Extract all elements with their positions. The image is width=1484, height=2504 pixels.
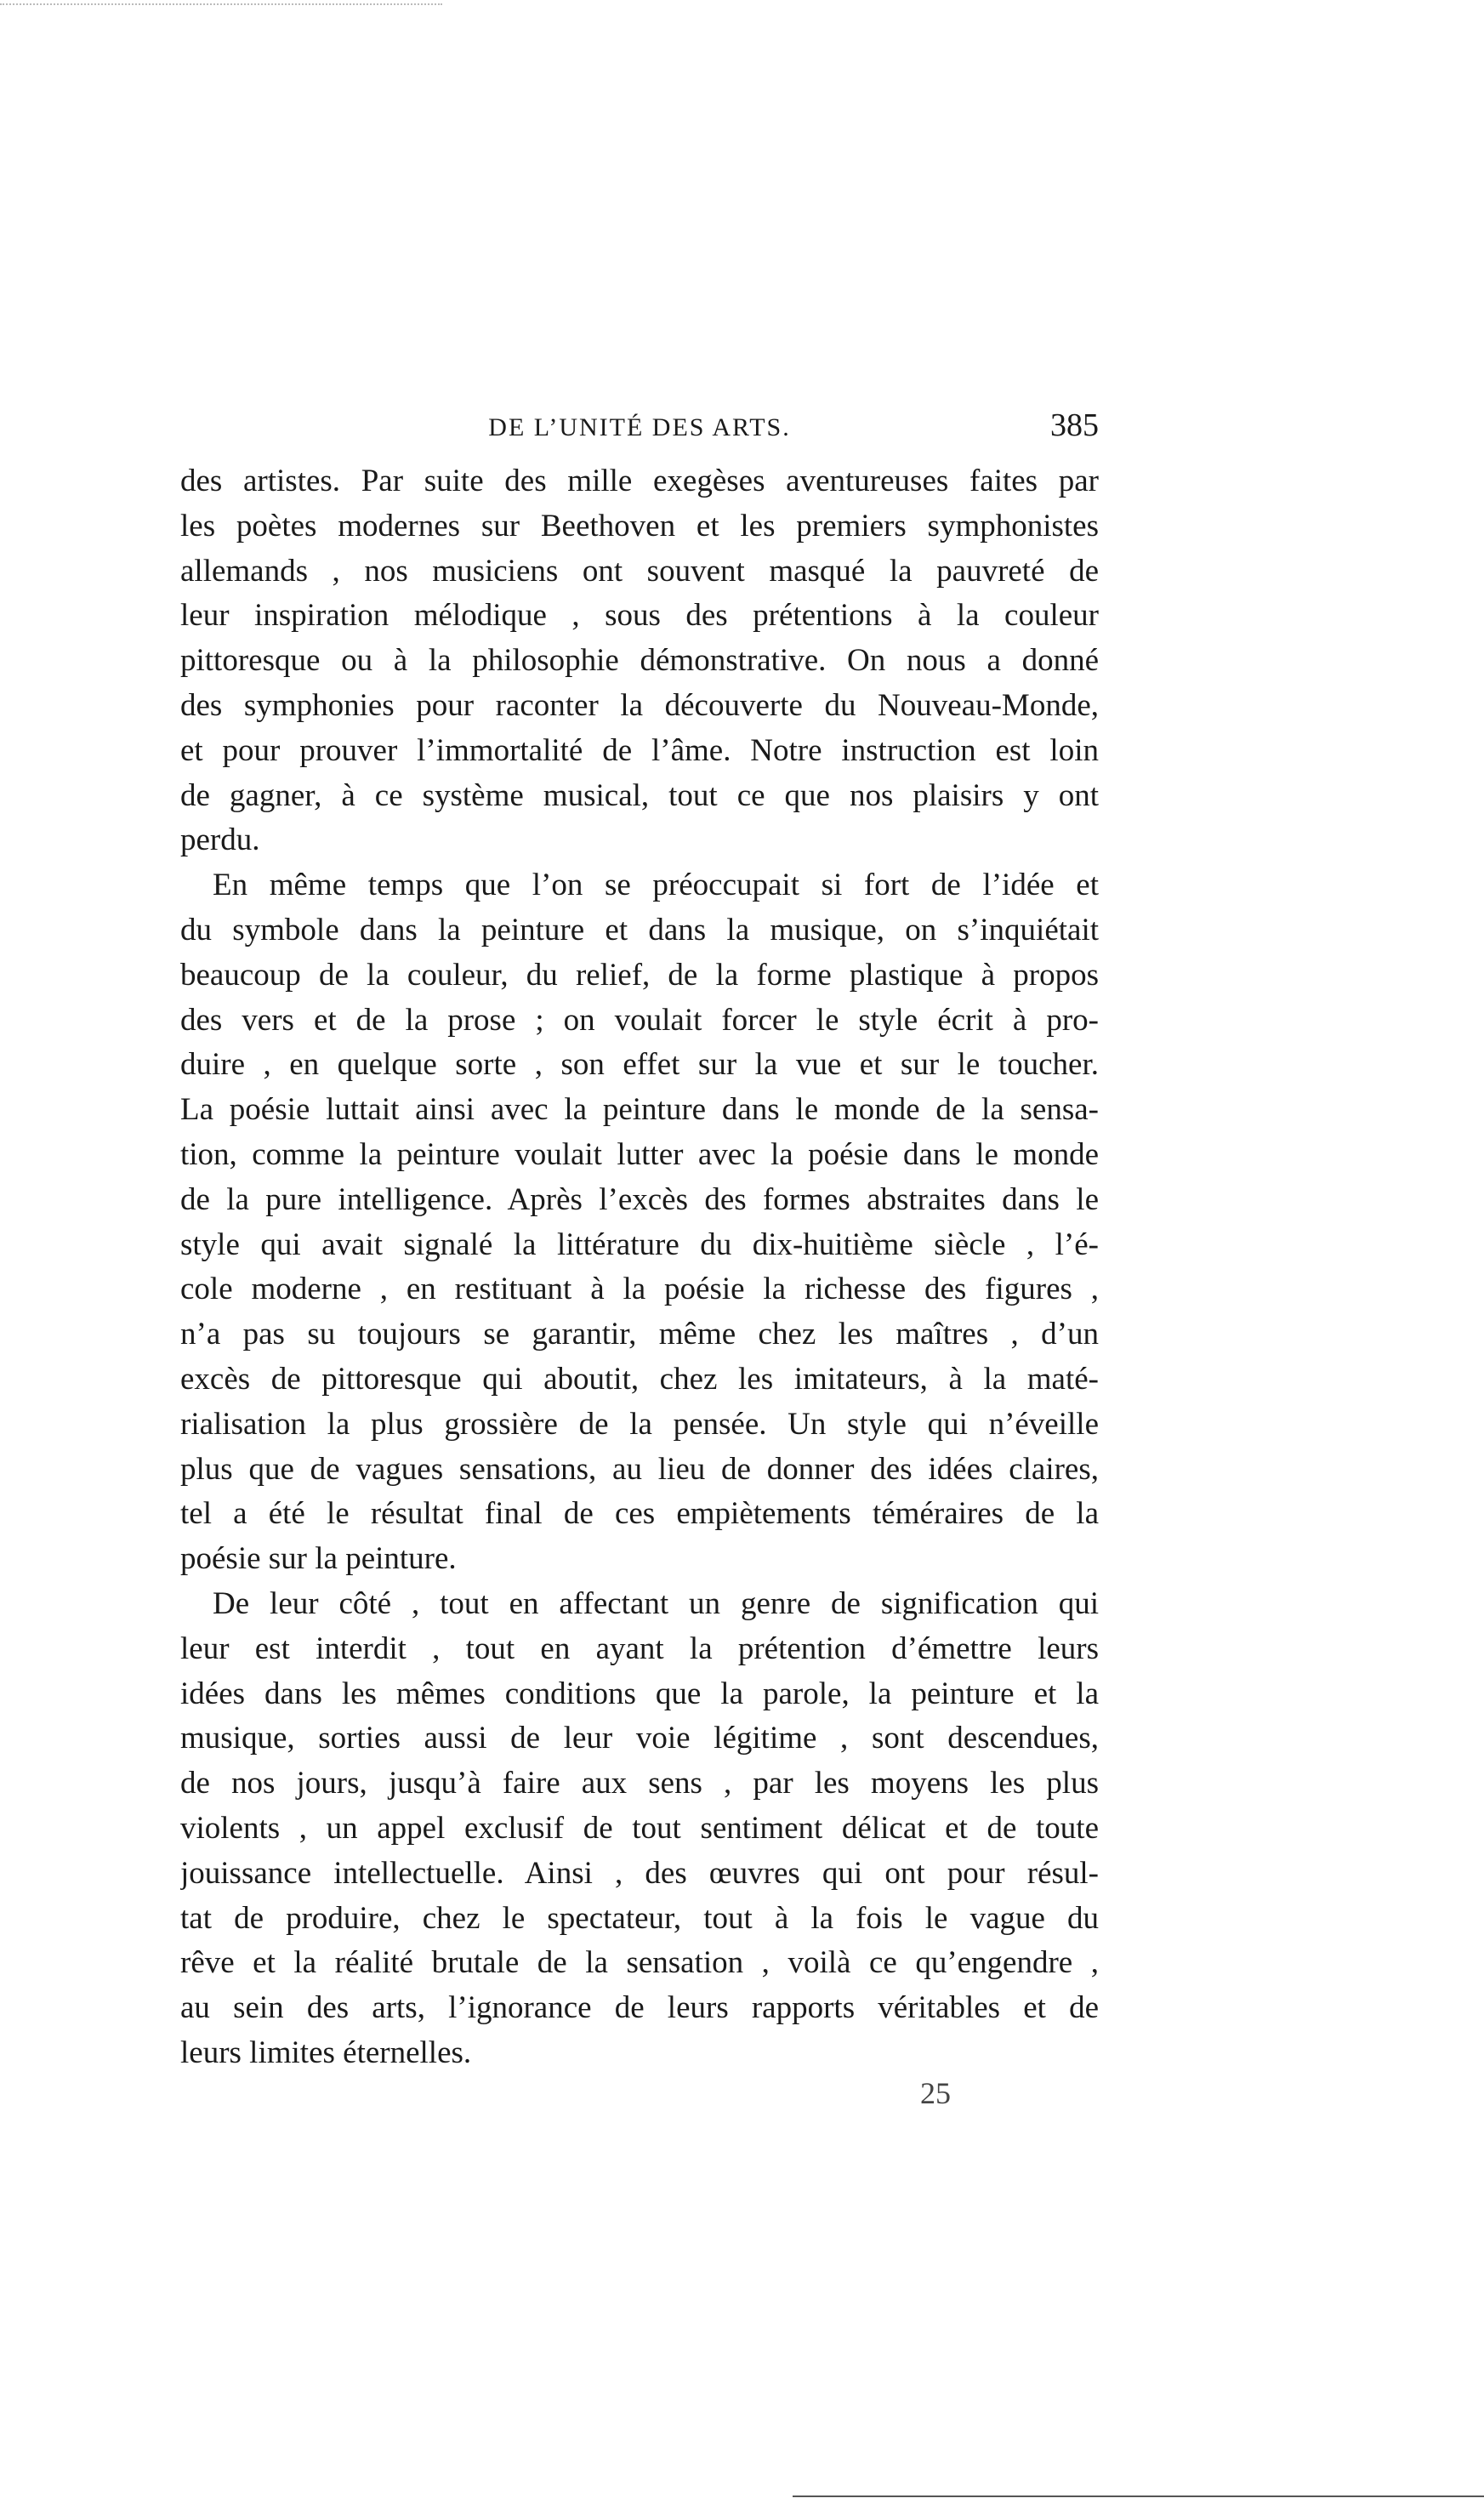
text-line: tel a été le résultat final de ces empiètements téméraires de la [180,1496,1099,1532]
page-number: 385 [1050,407,1099,443]
text-line: rêve et la réalité brutale de la sensation , voilà ce qu’engendre , [180,1945,1099,1981]
text-line: jouissance intellectuelle. Ainsi , des œuvres qui ont pour résul- [180,1855,1099,1891]
text-line: tion, comme la peinture voulait lutter avec la poésie dans le monde [180,1136,1099,1172]
text-line: pittoresque ou à la philosophie démonstrative. On nous a donné [180,643,1099,679]
text-line: des artistes. Par suite des mille exegèses aventureuses faites par [180,464,1099,498]
text-line: de nos jours, jusqu’à faire aux sens , par les moyens les plus [180,1766,1099,1801]
text-line: et pour prouver l’immortalité de l’âme. Notre instruction est loin [180,732,1099,768]
running-title: DE L’UNITÉ DES ARTS. [488,413,791,441]
text-line: leur est interdit , tout en ayant la prétention d’émettre leurs [180,1630,1099,1666]
text-line: rialisation la plus grossière de la pensée. Un style qui n’éveille [180,1406,1099,1442]
text-line: n’a pas su toujours se garantir, même chez les maîtres , d’un [180,1317,1099,1352]
text-line: De leur côté , tout en affectant un genre de signification qui [213,1585,1099,1621]
text-line: cole moderne , en restituant à la poésie la richesse des figures , [180,1272,1099,1307]
text-line: tat de produire, chez le spectateur, tout à la fois le vague du [180,1900,1099,1936]
text-line: violents , un appel exclusif de tout sentiment délicat et de toute [180,1810,1099,1846]
text-line: idées dans les mêmes conditions que la parole, la peinture et la [180,1676,1099,1711]
text-line: excès de pittoresque qui aboutit, chez les imitateurs, à la maté- [180,1361,1099,1397]
running-head [180,407,1099,449]
text-line: de gagner, à ce système musical, tout ce que nos plaisirs y ont [180,777,1099,813]
text-line: En même temps que l’on se préoccupait si fort de l’idée et [213,868,1099,903]
scan-edge-mark [0,3,442,5]
text-line: allemands , nos musiciens ont souvent masqué la pauvreté de [180,553,1099,589]
paragraph [180,459,1099,863]
text-line: des symphonies pour raconter la découverte du Nouveau-Monde, [180,687,1099,723]
text-line: les poètes modernes sur Beethoven et les premiers symphonistes [180,508,1099,543]
text-line: duire , en quelque sorte , son effet sur la vue et sur le toucher. [180,1047,1099,1083]
text-line: leur inspiration mélodique , sous des prétentions à la couleur [180,598,1099,634]
text-line: style qui avait signalé la littérature du dix-huitième siècle , l’é- [180,1226,1099,1262]
text-line: des vers et de la prose ; on voulait forcer le style écrit à pro- [180,1002,1099,1038]
text-line: musique, sorties aussi de leur voie légitime , sont descendues, [180,1721,1099,1756]
text-line: plus que de vagues sensations, au lieu de donner des idées claires, [180,1451,1099,1487]
paragraph [180,863,1099,1582]
text-line: La poésie luttait ainsi avec la peinture dans le monde de la sensa- [180,1092,1099,1128]
body-text [180,459,1099,2076]
text-line: perdu. [180,822,260,858]
scan-bottom-rule [793,2495,1484,2497]
text-line: poésie sur la peinture. [180,1541,457,1577]
text-line: leurs limites éternelles. [180,2034,472,2070]
signature-mark: 25 [920,2076,951,2110]
text-line: au sein des arts, l’ignorance de leurs rapports véritables et de [180,1990,1099,2026]
text-line: du symbole dans la peinture et dans la musique, on s’inquiétait [180,912,1099,948]
text-line: beaucoup de la couleur, du relief, de la forme plastique à propos [180,957,1099,993]
text-line: de la pure intelligence. Après l’excès des formes abstraites dans le [180,1181,1099,1217]
paragraph [180,1582,1099,2076]
